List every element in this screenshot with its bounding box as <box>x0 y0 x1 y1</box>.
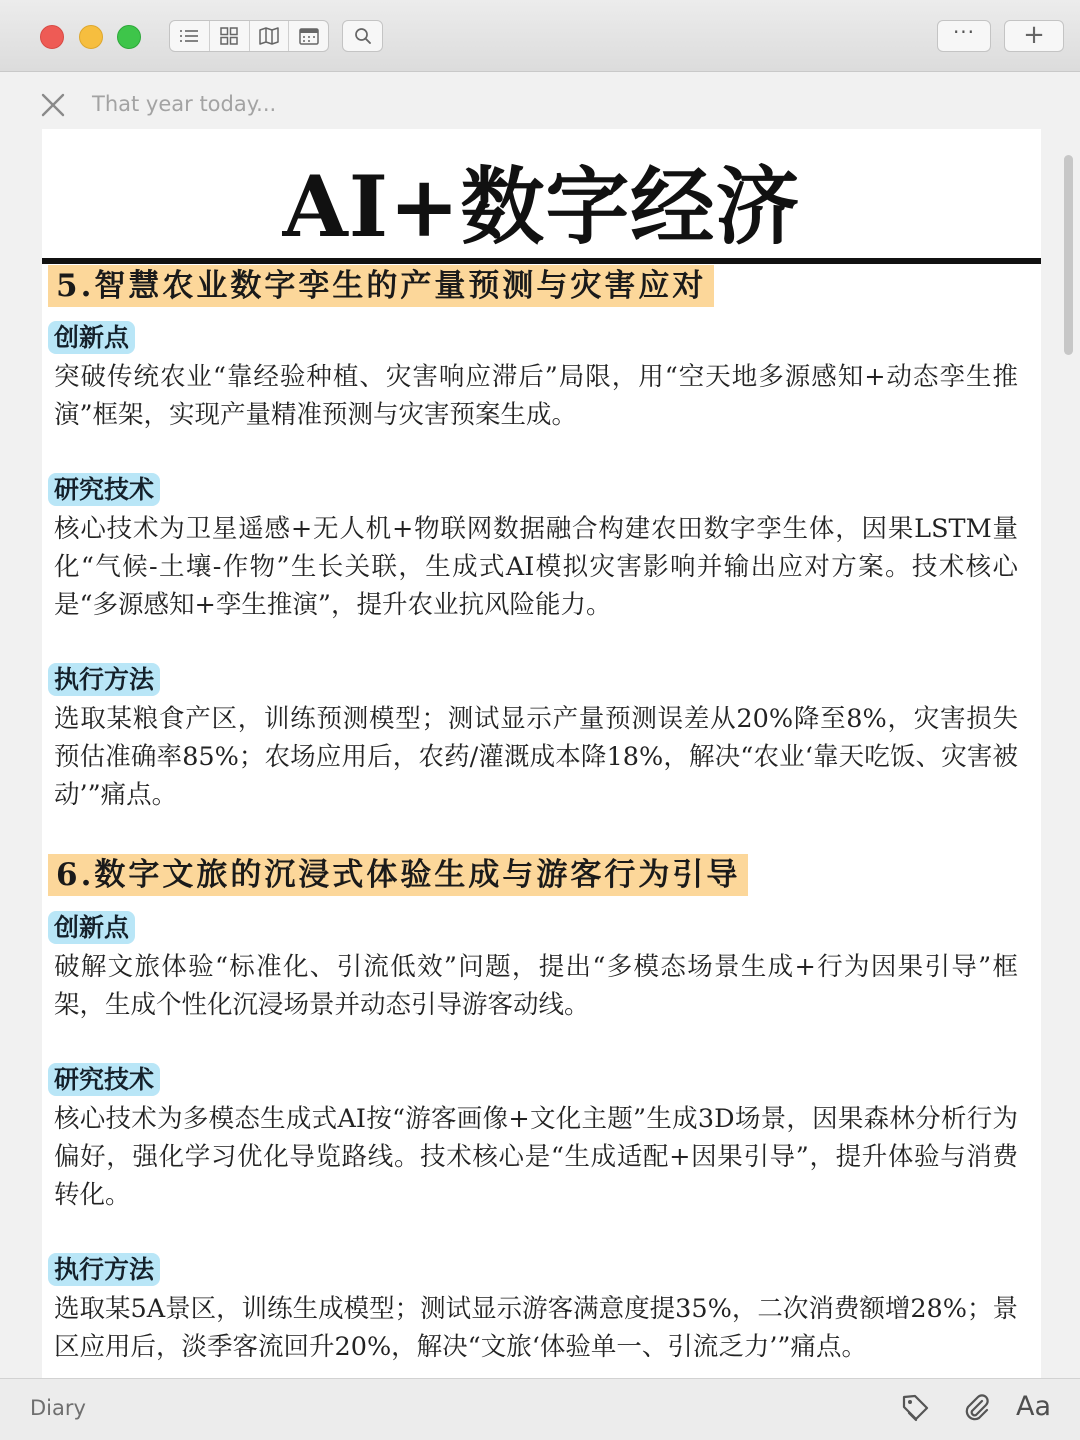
main-title: AI+数字经济 <box>282 157 801 256</box>
tag-icon[interactable] <box>900 1392 930 1424</box>
search-button[interactable] <box>342 20 383 52</box>
section-tag: 研究技术 <box>48 473 160 506</box>
map-view-button[interactable] <box>250 21 290 51</box>
section-tag: 创新点 <box>48 321 135 354</box>
section-tag: 执行方法 <box>48 663 160 696</box>
search-icon <box>354 27 372 45</box>
section-tag: 执行方法 <box>48 1253 160 1286</box>
section-paragraph: 核心技术为卫星遥感+无人机+物联网数据融合构建农田数字孪生体，因果LSTM量化“气候-土壤-作物”生长关联，生成式AI模拟灾害影响并输出应对方案。技术核心是“多源感知+孪生推演”，提升农业抗风险能力。 <box>54 514 1018 620</box>
map-icon <box>259 27 279 45</box>
entry-title: That year today... <box>92 92 277 116</box>
note-card <box>42 129 1041 1378</box>
window-titlebar <box>0 0 1080 72</box>
grid-view-button[interactable] <box>210 21 250 51</box>
journal-selector[interactable]: Diary <box>30 1396 86 1420</box>
section-heading: 6.数字文旅的沉浸式体验生成与游客行为引导 <box>48 854 748 896</box>
section-paragraph: 核心技术为多模态生成式AI按“游客画像+文化主题”生成3D场景，因果森林分析行为偏好，强化学习优化导览路线。技术核心是“生成适配+因果引导”，提升体验与消费转化。 <box>54 1104 1018 1210</box>
section-tag: 创新点 <box>48 911 135 944</box>
section-heading: 5.智慧农业数字孪生的产量预测与灾害应对 <box>48 265 714 307</box>
font-format-button[interactable]: Aa <box>1016 1391 1052 1422</box>
calendar-view-button[interactable] <box>289 21 328 51</box>
paperclip-icon[interactable] <box>962 1392 992 1424</box>
plus-icon: + <box>1023 19 1045 50</box>
add-entry-button[interactable] <box>1004 20 1064 52</box>
list-icon <box>179 28 199 44</box>
section-paragraph: 突破传统农业“靠经验种植、灾害响应滞后”局限，用“空天地多源感知+动态孪生推演”框架，实现产量精准预测与灾害预案生成。 <box>54 362 1018 430</box>
zoom-window-button[interactable] <box>117 25 141 49</box>
section-tag: 研究技术 <box>48 1063 160 1096</box>
bottom-bar <box>0 1378 1080 1440</box>
calendar-icon <box>299 27 319 45</box>
section-paragraph: 破解文旅体验“标准化、引流低效”问题，提出“多模态场景生成+行为因果引导”框架，生成个性化沉浸场景并动态引导游客动线。 <box>54 952 1018 1020</box>
scrollbar-thumb[interactable] <box>1064 155 1073 355</box>
grid-icon <box>220 27 238 45</box>
section-paragraph: 选取某粮食产区，训练预测模型；测试显示产量预测误差从20%降至8%，灾害损失预估准确率85%；农场应用后，农药/灌溉成本降18%，解决“农业‘靠天吃饭、灾害被动’”痛点。 <box>54 704 1018 810</box>
section-paragraph: 选取某5A景区，训练生成模型；测试显示游客满意度提35%，二次消费额增28%；景区应用后，淡季客流回升20%，解决“文旅‘体验单一、引流乏力’”痛点。 <box>54 1294 1018 1362</box>
more-icon: ··· <box>952 20 976 44</box>
title-divider <box>42 258 1041 264</box>
list-view-button[interactable] <box>170 21 210 51</box>
more-button[interactable] <box>937 20 991 52</box>
minimize-window-button[interactable] <box>79 25 103 49</box>
view-switcher <box>169 20 329 52</box>
close-window-button[interactable] <box>40 25 64 49</box>
close-icon[interactable] <box>38 90 68 120</box>
